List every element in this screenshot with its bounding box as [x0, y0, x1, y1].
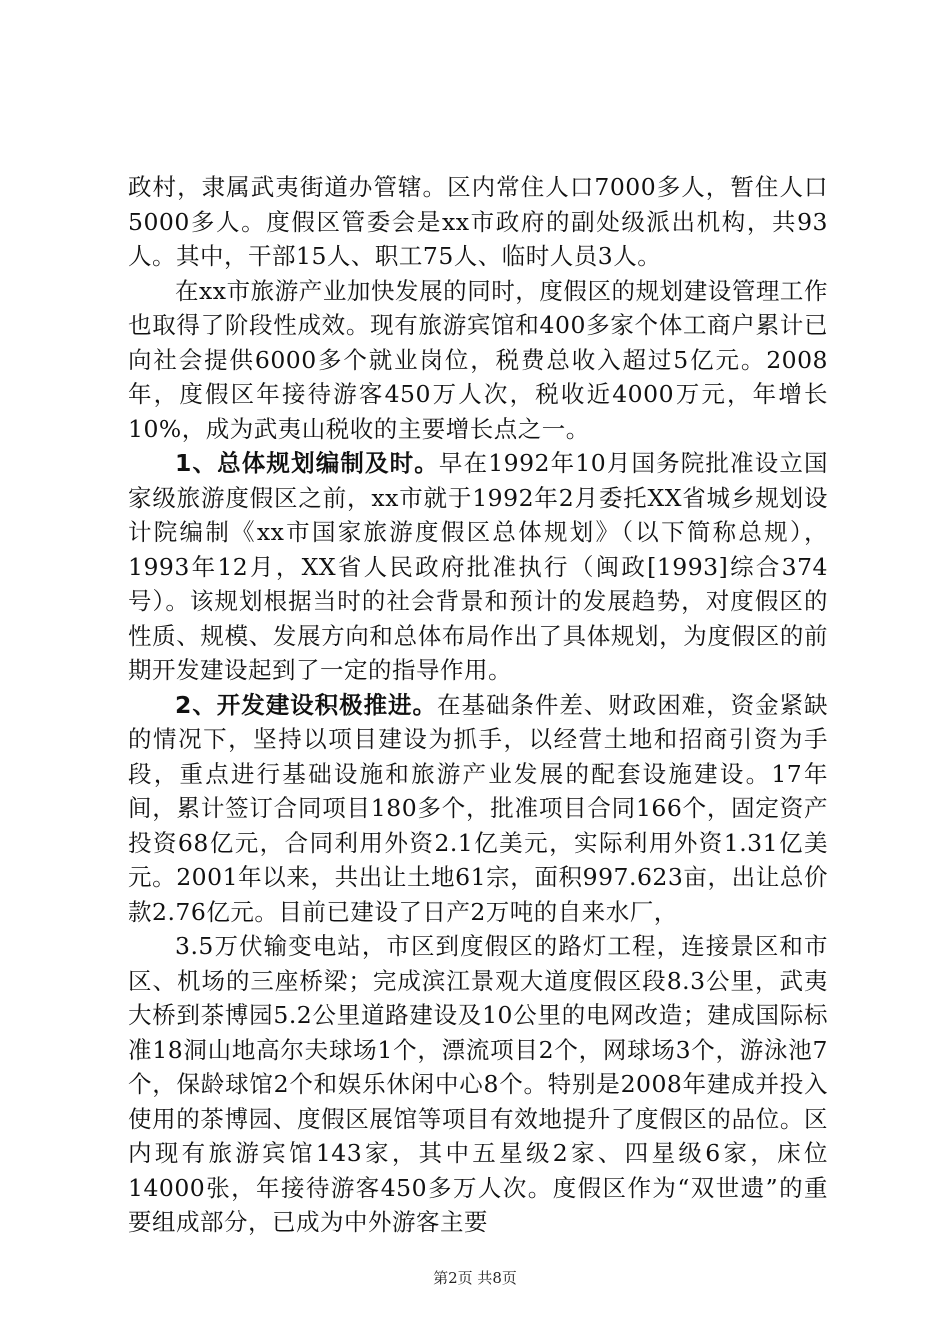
paragraph-text: 早在1992年10月国务院批准设立国家级旅游度假区之前，xx市就于1992年2月委托XX省城乡规划设计院编制《xx市国家旅游度假区总体规划》（以下简称总规），1993年12月，XX省人民政府批准执行（闽政[1993]综合374号）。该规划根据当时的社会背景和预计的发展趋势，对度假区的性质、规模、发展方向和总体布局作出了具体规划，为度假区的前期开发建设起到了一定的指导作用。: [128, 449, 828, 684]
paragraph-text: 3.5万伏输变电站，市区到度假区的路灯工程，连接景区和市区、机场的三座桥梁；完成滨江景观大道度假区段8.3公里，武夷大桥到茶博园5.2公里道路建设及10公里的电网改造；建成国际标准18洞山地高尔夫球场1个，漂流项目2个，网球场3个，游泳池7个，保龄球馆2个和娱乐休闲中心8个。特别是2008年建成并投入使用的茶博园、度假区展馆等项目有效地提升了度假区的品位。区内现有旅游宾馆143家，其中五星级2家、四星级6家，床位14000张，年接待游客450多万人次。度假区作为“双世遗”的重要组成部分，已成为中外游客主要: [128, 932, 828, 1236]
paragraph-text: 在xx市旅游产业加快发展的同时，度假区的规划建设管理工作也取得了阶段性成效。现有旅游宾馆和400多家个体工商户累计已向社会提供6000多个就业岗位，税费总收入超过5亿元。2008年，度假区年接待游客450万人次，税收近4000万元，年增长10%，成为武夷山税收的主要增长点之一。: [128, 276, 828, 443]
paragraph-population: [128, 170, 828, 274]
paragraph-infrastructure: [128, 929, 828, 1240]
document-body: [128, 170, 828, 1240]
section-heading: 1、总体规划编制及时。: [175, 449, 439, 477]
paragraph-planning: [128, 446, 828, 688]
section-heading: 2、开发建设积极推进。: [175, 690, 437, 719]
paragraph-text: 政村，隶属武夷街道办管辖。区内常住人口7000多人，暂住人口5000多人。度假区管委会是xx市政府的副处级派出机构，共93人。其中，干部15人、职工75人、临时人员3人。: [128, 173, 828, 270]
page-footer: 第2页 共8页: [433, 1269, 517, 1287]
paragraph-development: [128, 688, 828, 930]
paragraph-achievements: [128, 274, 828, 447]
paragraph-text: 在基础条件差、财政困难，资金紧缺的情况下，坚持以项目建设为抓手，以经营土地和招商引资为手段，重点进行基础设施和旅游产业发展的配套设施建设。17年间，累计签订合同项目180多个，批准项目合同166个，固定资产投资68亿元，合同利用外资2.1亿美元，实际利用外资1.31亿美元。2001年以来，共出让土地61宗，面积997.623亩，出让总价款2.76亿元。目前已建设了日产2万吨的自来水厂，: [128, 690, 829, 926]
